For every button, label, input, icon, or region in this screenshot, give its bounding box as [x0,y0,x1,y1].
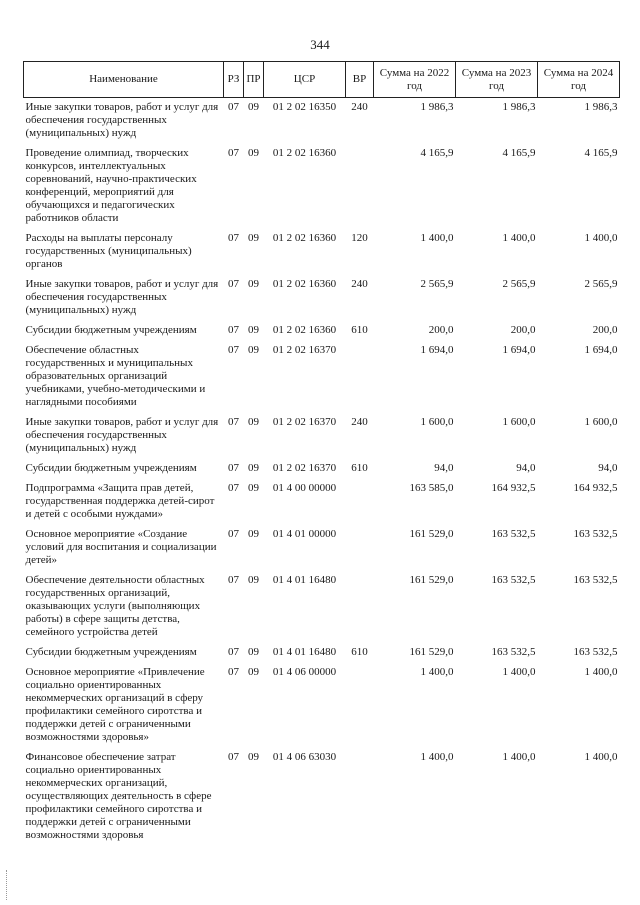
header-rz: РЗ [224,62,244,98]
cell-name: Основное мероприятие «Привлечение социально ориентированных некоммерческих организаций в сферу профилактики семейного сиротства и поддержки детей с ограниченными возможностями здоровья» [25,666,205,743]
cell-sum-2023: 163 532,5 [491,646,536,658]
cell-pr: 09 [248,101,259,113]
cell-rz: 07 [228,666,239,678]
cell-rz: 07 [228,462,239,474]
cell-pr: 09 [248,482,259,494]
cell-rz: 07 [228,416,239,428]
cell-sum-2022: 1 600,0 [420,416,454,428]
cell-csr: 01 2 02 16370 [272,416,337,428]
cell-csr: 01 4 00 00000 [272,482,337,494]
cell-name: Подпрограмма «Защита прав детей, государственная поддержка детей-сирот и детей с особыми нуждами» [25,482,215,520]
cell-vr [346,144,374,229]
cell-rz: 07 [228,646,239,658]
cell-sum-2022: 2 565,9 [420,278,454,290]
budget-table [23,61,620,846]
cell-csr: 01 2 02 16370 [272,462,337,474]
cell-sum-2024: 163 532,5 [573,646,618,658]
cell-pr: 09 [248,278,259,290]
cell-vr: 240 [351,101,368,113]
cell-rz: 07 [228,528,239,540]
cell-name: Субсидии бюджетным учреждениям [25,324,197,336]
cell-sum-2023: 4 165,9 [502,147,536,159]
cell-rz: 07 [228,324,239,336]
cell-sum-2022: 161 529,0 [409,646,454,658]
table-row [24,321,620,341]
cell-sum-2023: 1 694,0 [502,344,536,356]
cell-vr [346,341,374,413]
cell-csr: 01 2 02 16370 [272,344,337,356]
cell-sum-2024: 2 565,9 [584,278,618,290]
cell-pr: 09 [248,416,259,428]
cell-sum-2023: 1 600,0 [502,416,536,428]
cell-vr [346,571,374,643]
header-csr: ЦСР [264,62,346,98]
table-row [24,571,620,643]
cell-rz: 07 [228,101,239,113]
cell-csr: 01 2 02 16360 [272,232,337,244]
cell-name: Расходы на выплаты персоналу государственных (муниципальных) органов [25,232,192,270]
cell-csr: 01 4 01 00000 [272,528,337,540]
cell-sum-2022: 161 529,0 [409,528,454,540]
table-row [24,748,620,846]
cell-pr: 09 [248,232,259,244]
cell-pr: 09 [248,147,259,159]
cell-vr: 610 [351,462,368,474]
cell-sum-2024: 1 400,0 [584,232,618,244]
cell-sum-2024: 1 400,0 [584,666,618,678]
cell-csr: 01 4 01 16480 [272,646,337,658]
table-row [24,459,620,479]
cell-vr [346,748,374,846]
cell-sum-2024: 164 932,5 [573,482,618,494]
table-row [24,643,620,663]
cell-sum-2023: 1 400,0 [502,666,536,678]
cell-pr: 09 [248,574,259,586]
table-row [24,229,620,275]
cell-sum-2024: 1 694,0 [584,344,618,356]
cell-name: Обеспечение областных государственных и муниципальных образовательных организаций учебниками, учебно-методическими и наглядными пособиями [25,344,206,408]
cell-sum-2022: 94,0 [434,462,454,474]
cell-pr: 09 [248,344,259,356]
cell-rz: 07 [228,278,239,290]
cell-sum-2023: 200,0 [510,324,536,336]
cell-name: Обеспечение деятельности областных государственных организаций, оказывающих услуги (выполняющих работы) в сфере защиты детства, семейного устройства детей [25,574,205,638]
cell-sum-2022: 163 585,0 [409,482,454,494]
cell-sum-2023: 163 532,5 [491,528,536,540]
cell-name: Субсидии бюджетным учреждениям [25,646,197,658]
cell-sum-2024: 163 532,5 [573,528,618,540]
table-row [24,144,620,229]
margin-mark [6,870,8,900]
cell-vr: 240 [351,416,368,428]
cell-sum-2023: 94,0 [516,462,536,474]
cell-rz: 07 [228,574,239,586]
cell-sum-2024: 1 600,0 [584,416,618,428]
table-row [24,275,620,321]
cell-name: Проведение олимпиад, творческих конкурсов, интеллектуальных соревнований, научно-практических конференций, мероприятий для обучающихся и педагогических работников области [25,147,197,224]
cell-name: Иные закупки товаров, работ и услуг для обеспечения государственных (муниципальных) нужд [25,101,219,139]
cell-name: Иные закупки товаров, работ и услуг для обеспечения государственных (муниципальных) нужд [25,278,219,316]
cell-rz: 07 [228,232,239,244]
header-sum-2023: Сумма на 2023 год [456,62,538,98]
cell-sum-2023: 2 565,9 [502,278,536,290]
cell-sum-2023: 1 986,3 [502,101,536,113]
cell-sum-2022: 1 400,0 [420,751,454,763]
cell-rz: 07 [228,344,239,356]
cell-vr: 240 [351,278,368,290]
cell-csr: 01 4 01 16480 [272,574,337,586]
cell-name: Финансовое обеспечение затрат социально ориентированных некоммерческих организаций, осуществляющих деятельность в сфере профилактики семейного сиротства и поддержки детей с ограниченными возможностями здоровья [25,751,212,841]
cell-pr: 09 [248,462,259,474]
cell-csr: 01 2 02 16360 [272,147,337,159]
cell-csr: 01 2 02 16360 [272,324,337,336]
cell-sum-2022: 1 986,3 [420,101,454,113]
cell-pr: 09 [248,646,259,658]
cell-name: Основное мероприятие «Создание условий для воспитания и социализации детей» [25,528,217,566]
page-number: 344 [310,37,330,52]
cell-vr: 610 [351,646,368,658]
cell-csr: 01 2 02 16360 [272,278,337,290]
header-name: Наименование [24,62,224,98]
cell-name: Иные закупки товаров, работ и услуг для обеспечения государственных (муниципальных) нужд [25,416,219,454]
cell-rz: 07 [228,147,239,159]
cell-sum-2023: 164 932,5 [491,482,536,494]
header-pr: ПР [244,62,264,98]
table-row [24,479,620,525]
cell-name: Субсидии бюджетным учреждениям [25,462,197,474]
cell-csr: 01 4 06 00000 [272,666,337,678]
table-row [24,413,620,459]
cell-sum-2023: 163 532,5 [491,574,536,586]
cell-sum-2022: 1 694,0 [420,344,454,356]
cell-sum-2022: 1 400,0 [420,232,454,244]
cell-pr: 09 [248,751,259,763]
cell-csr: 01 4 06 63030 [272,751,337,763]
cell-sum-2024: 1 400,0 [584,751,618,763]
cell-sum-2022: 200,0 [428,324,454,336]
table-row [24,341,620,413]
cell-sum-2022: 1 400,0 [420,666,454,678]
cell-vr [346,525,374,571]
table-row [24,98,620,145]
cell-rz: 07 [228,751,239,763]
header-sum-2022: Сумма на 2022 год [374,62,456,98]
header-vr: ВР [346,62,374,98]
cell-sum-2024: 163 532,5 [573,574,618,586]
cell-pr: 09 [248,528,259,540]
cell-pr: 09 [248,666,259,678]
cell-rz: 07 [228,482,239,494]
table-header-row [24,62,620,98]
cell-csr: 01 2 02 16350 [272,101,337,113]
cell-vr [346,663,374,748]
cell-sum-2024: 1 986,3 [584,101,618,113]
cell-vr [346,479,374,525]
cell-pr: 09 [248,324,259,336]
cell-sum-2022: 4 165,9 [420,147,454,159]
cell-vr: 120 [351,232,368,244]
cell-sum-2022: 161 529,0 [409,574,454,586]
cell-sum-2024: 94,0 [598,462,618,474]
table-row [24,663,620,748]
cell-sum-2024: 200,0 [592,324,618,336]
table-row [24,525,620,571]
header-sum-2024: Сумма на 2024 год [538,62,620,98]
cell-sum-2023: 1 400,0 [502,751,536,763]
cell-sum-2024: 4 165,9 [584,147,618,159]
cell-sum-2023: 1 400,0 [502,232,536,244]
cell-vr: 610 [351,324,368,336]
